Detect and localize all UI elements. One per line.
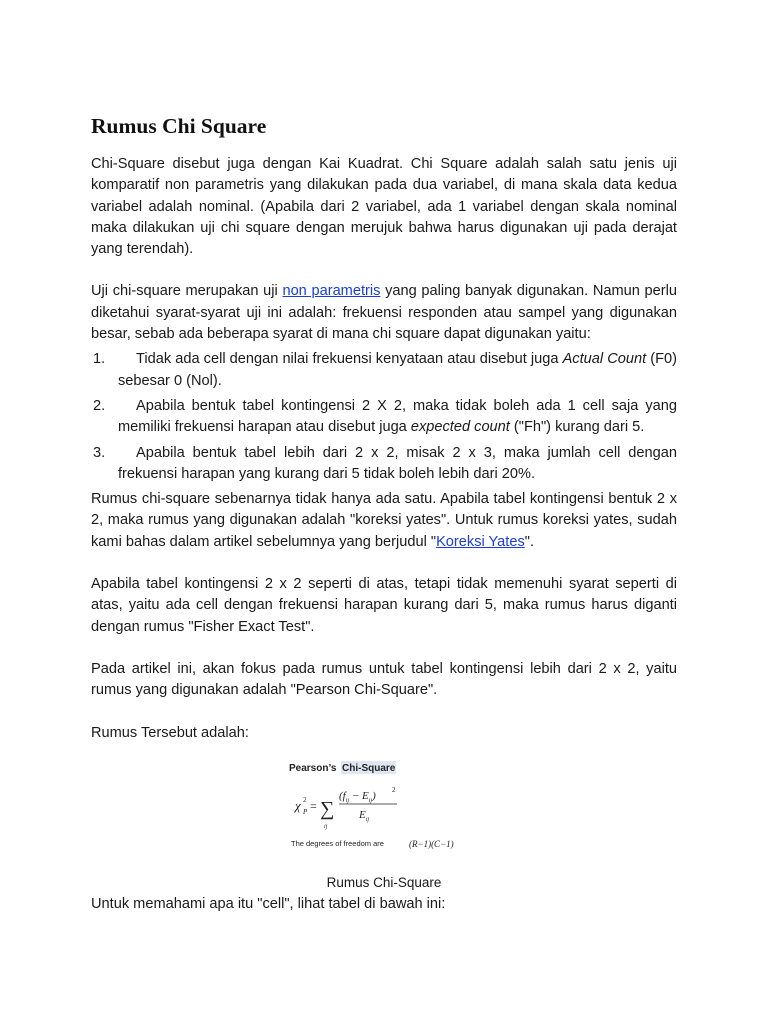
pearson-chi-square-formula-image [289,758,484,858]
page-title: Rumus Chi Square [91,114,267,138]
formula-heading: Pearson’s [289,762,337,774]
list-item-number: 1. [93,351,106,368]
paragraph-yates-text-a: Rumus chi-square sebenarnya tidak hanya ada satu. Apabila tabel kontingensi bentuk 2 x 2, maka rumus yang digunakan adalah "koreksi yates". Untuk rumus koreksi yates, sudah kami bahas dalam artikel sebelumnya yang berjudul " [91,491,677,550]
list-item-text: Tidak ada cell dengan nilai frekuensi kenyataan atau disebut juga [136,351,563,368]
list-item [91,396,677,439]
list-item-text: Apabila bentuk tabel lebih dari 2 x 2, misak 2 x 3, maka jumlah cell dengan frekuensi harapan yang kurang dari 5 tidak boleh lebih dari 20%. [118,444,677,482]
list-item [91,349,677,392]
article-body [91,112,677,915]
formula-caption: Rumus Chi-Square [326,874,442,890]
formula-numerator-close: ) [372,789,376,802]
paragraph-cell: Untuk memahami apa itu "cell", lihat tabel di bawah ini: [91,895,446,912]
formula-heading-highlighted: Chi-Square [342,762,396,774]
list-item-number: 3. [93,444,106,461]
paragraph-requirements [91,281,677,345]
formula-lhs-sup: 2 [303,795,307,804]
list-item-emphasis: expected count [410,419,510,436]
paragraph-yates [91,489,677,553]
svg-text:Pearson’s [289,763,337,774]
list-item-text-end: (F0) sebesar 0 (Nol). [118,351,677,389]
formula-numerator-sub1: ij [345,797,350,804]
formula-dof-text: The degrees of freedom are [291,838,384,848]
formula-sigma-sub: ij [324,823,328,830]
list-item [91,443,677,486]
link-non-parametris[interactable]: non parametris [282,283,381,300]
formula-denominator: E [359,808,366,821]
formula-figure [91,758,677,898]
svg-text:Eij [358,809,369,823]
list-item-text: Apabila bentuk tabel kontingensi 2 X 2, maka tidak boleh ada 1 cell saja yang memiliki frekuensi harapan atau disebut juga [118,397,677,436]
formula-numerator-mid: − E [349,789,369,802]
list-item-emphasis: Actual Count [562,351,647,368]
formula-denominator-sub: ij [365,816,370,823]
formula-sigma: ∑ [320,797,335,820]
formula-numerator-open: (f [339,789,346,802]
svg-text:(fij − Eij) [339,790,376,804]
list-item-text-end: ("Fh") kurang dari 5. [509,419,645,436]
formula-dof-expr: (R−1)(C−1) [409,838,454,849]
formula-equals: = [310,798,317,813]
requirements-list [91,349,677,485]
paragraph-pearson: Pada artikel ini, akan fokus pada rumus untuk tabel kontingensi lebih dari 2 x 2, yaitu rumus yang digunakan adalah "Pearson Chi-Square". [91,660,677,699]
list-item-number: 2. [93,397,106,414]
link-koreksi-yates[interactable]: Koreksi Yates [436,533,525,550]
formula-lhs-sub: P [303,807,308,816]
paragraph-intro: Chi-Square disebut juga dengan Kai Kuadrat. Chi Square adalah salah satu jenis uji komparatif non parametris yang dilakukan pada dua variabel, di mana skala data kedua variabel adalah nominal. (Apabila dari 2 variabel, ada 1 variabel dengan skala nominal maka dilakukan uji chi square dengan merujuk bahwa harus digunakan uji pada derajat yang terendah). [91,156,677,258]
paragraph-fisher: Apabila tabel kontingensi 2 x 2 seperti di atas, tetapi tidak memenuhi syarat seperti di atas, yaitu ada cell dengan frekuensi harapan kurang dari 5, maka rumus harus diganti dengan rumus "Fisher Exact Test". [91,576,677,635]
paragraph-yates-text-b: ". [524,533,535,550]
formula-lhs-chi: χ [295,797,301,813]
paragraph-requirements-text-b: yang paling banyak digunakan. Namun perlu diketahui syarat-syarat uji ini adalah: frekuensi responden atau sampel yang digunakan besar, sebab ada beberapa syarat di mana chi square dapat digunakan yaitu: [91,283,677,343]
formula-numerator-sub2: ij [368,797,373,804]
formula-numerator-sup: 2 [392,785,396,794]
paragraph-requirements-text-a: Uji chi-square merupakan uji [91,283,283,300]
paragraph-formula-intro: Rumus Tersebut adalah: [91,724,249,741]
